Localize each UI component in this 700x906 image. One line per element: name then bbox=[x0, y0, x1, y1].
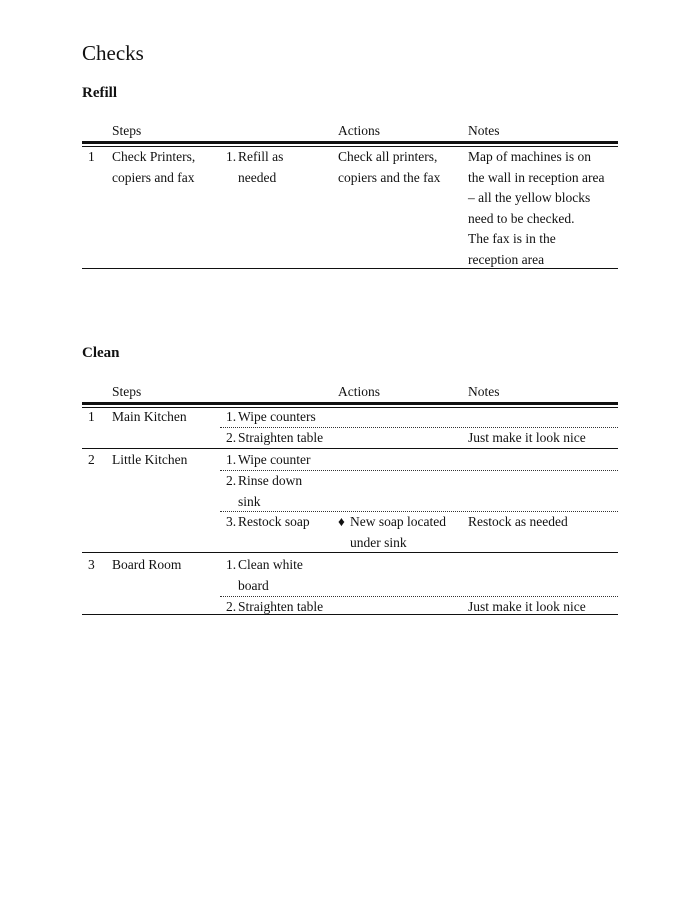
clean-substep-number: 2. bbox=[226, 430, 237, 445]
page-title: Checks bbox=[82, 41, 144, 65]
clean-row-step: Board Room bbox=[112, 557, 182, 572]
refill-substep-number: 1. bbox=[226, 149, 237, 164]
clean-heading: Clean bbox=[82, 345, 120, 361]
refill-col-steps: Steps bbox=[112, 123, 142, 138]
refill-row-note: Map of machines is on the wall in reception area – all the yellow blocks need to be checked. The fax is in the reception area bbox=[468, 149, 605, 267]
refill-col-actions: Actions bbox=[338, 123, 380, 138]
clean-row-step: Main Kitchen bbox=[112, 409, 187, 424]
clean-row-main-kitchen bbox=[82, 407, 618, 449]
clean-substep-label: Clean white board bbox=[238, 557, 303, 593]
refill-header-row bbox=[82, 121, 618, 141]
clean-col-actions: Actions bbox=[338, 384, 380, 399]
refill-row-step: Check Printers, copiers and fax bbox=[112, 149, 196, 185]
refill-row-action: Check all printers, copiers and the fax bbox=[338, 149, 441, 185]
clean-substep-number: 1. bbox=[226, 409, 237, 424]
clean-row-board-room bbox=[82, 555, 618, 617]
clean-substep-note: Restock as needed bbox=[468, 514, 568, 529]
clean-row-number: 1 bbox=[88, 409, 95, 424]
clean-substep-note: Just make it look nice bbox=[468, 599, 586, 614]
clean-substep-label: Wipe counters bbox=[238, 409, 316, 424]
clean-substep-action-label: New soap located under sink bbox=[350, 514, 446, 550]
refill-table bbox=[82, 121, 618, 267]
clean-substep-label: Rinse down sink bbox=[238, 473, 303, 509]
clean-substep-number: 1. bbox=[226, 452, 237, 467]
clean-substep-label: Restock soap bbox=[238, 514, 310, 529]
clean-substep-note: Just make it look nice bbox=[468, 430, 586, 445]
refill-substep-label: Refill as needed bbox=[238, 149, 284, 185]
clean-row-step: Little Kitchen bbox=[112, 452, 188, 467]
clean-col-notes: Notes bbox=[468, 384, 500, 399]
diamond-bullet-icon: ♦ bbox=[338, 514, 345, 529]
refill-heading: Refill bbox=[82, 85, 117, 101]
clean-substep-label: Wipe counter bbox=[238, 452, 311, 467]
clean-table-bottom-rule bbox=[82, 614, 618, 615]
refill-table-bottom-rule bbox=[82, 268, 618, 269]
refill-row-number: 1 bbox=[88, 149, 95, 164]
clean-col-steps: Steps bbox=[112, 384, 142, 399]
clean-row-divider bbox=[82, 448, 618, 449]
clean-row-little-kitchen bbox=[82, 450, 618, 552]
clean-table bbox=[82, 382, 618, 614]
clean-substep-number: 3. bbox=[226, 514, 237, 529]
clean-row-number: 2 bbox=[88, 452, 95, 467]
clean-substep-label: Straighten table bbox=[238, 430, 324, 445]
refill-row-1 bbox=[82, 147, 618, 271]
clean-row-divider bbox=[82, 552, 618, 553]
clean-header-row bbox=[82, 382, 618, 402]
clean-substep-label: Straighten table bbox=[238, 599, 324, 614]
clean-substep-number: 1. bbox=[226, 557, 237, 572]
clean-substep-number: 2. bbox=[226, 599, 237, 614]
clean-row-number: 3 bbox=[88, 557, 95, 572]
refill-col-notes: Notes bbox=[468, 123, 500, 138]
clean-substep-number: 2. bbox=[226, 473, 237, 488]
